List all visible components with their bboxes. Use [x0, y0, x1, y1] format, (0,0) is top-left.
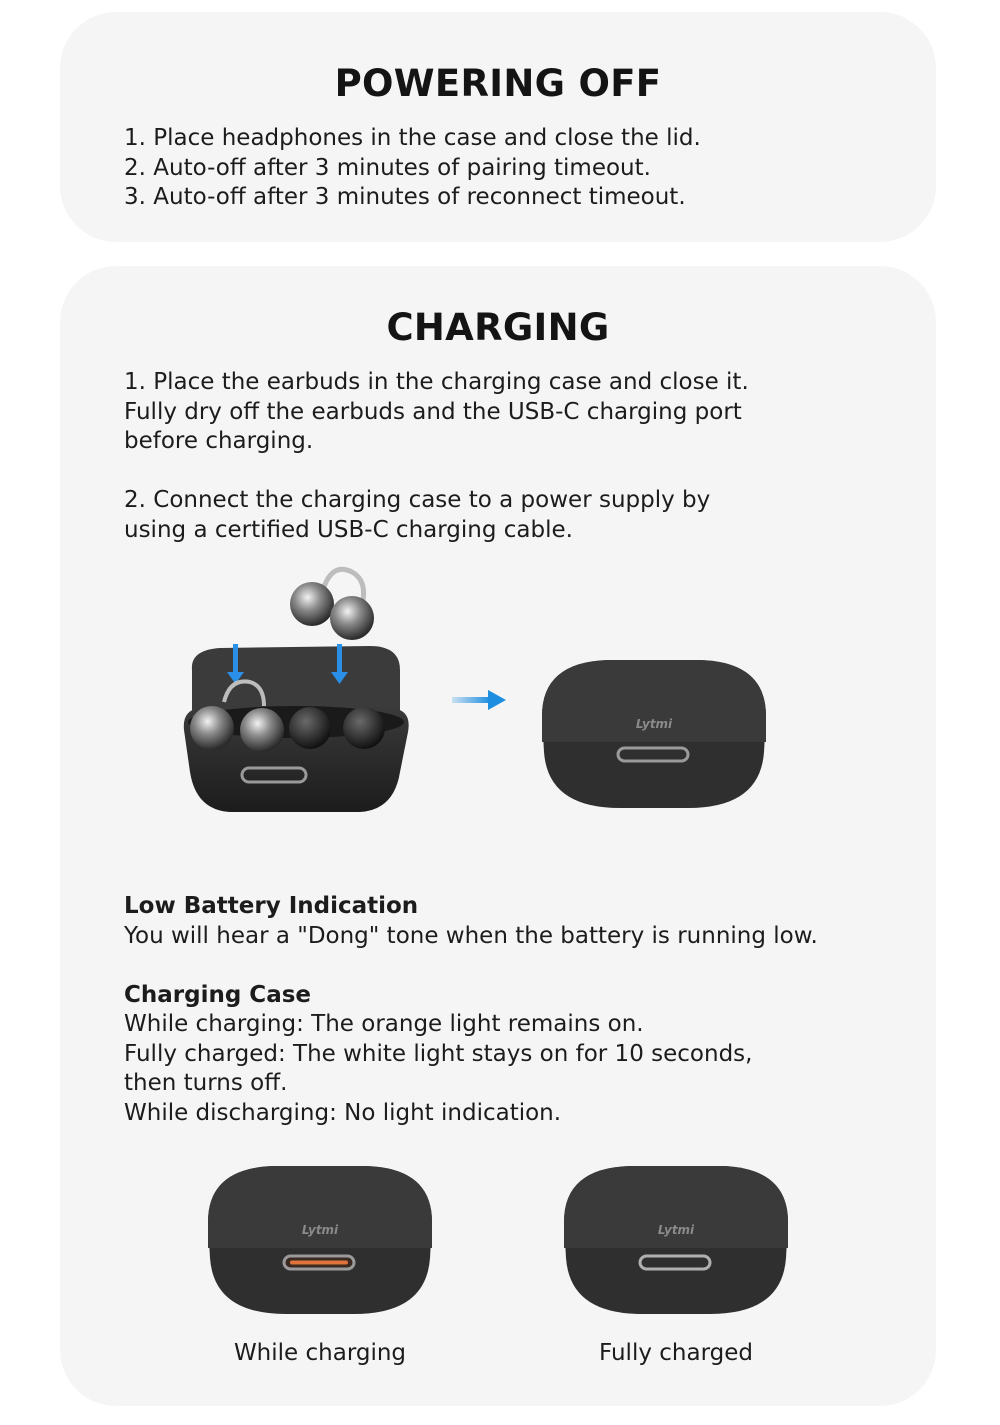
- powering-off-steps: [124, 124, 701, 213]
- brand-logo: Lytmi: [301, 1223, 339, 1237]
- charging-case-line: While charging: The orange light remains on.: [124, 1011, 644, 1037]
- powering-off-step: 3. Auto-off after 3 minutes of reconnect timeout.: [124, 184, 686, 210]
- powering-off-step: 1. Place headphones in the case and close the lid.: [124, 125, 701, 151]
- closed-case-illustration: [538, 656, 770, 812]
- powering-off-section: [60, 12, 936, 242]
- caption-fully-charged: Fully charged: [599, 1340, 753, 1366]
- charging-step-line: using a certified USB-C charging cable.: [124, 516, 573, 543]
- charging-step-line: 1. Place the earbuds in the charging case and close it.: [124, 369, 749, 395]
- powering-off-step: 2. Auto-off after 3 minutes of pairing timeout.: [124, 154, 651, 181]
- low-battery-text: You will hear a "Dong" tone when the battery is running low.: [124, 922, 818, 949]
- powering-off-title: POWERING OFF: [334, 62, 662, 105]
- orange-indicator-light: [290, 1261, 348, 1265]
- brand-logo: Lytmi: [635, 717, 673, 731]
- charging-step-line: 2. Connect the charging case to a power supply by: [124, 487, 711, 513]
- charging-case-line: Fully charged: The white light stays on for 10 seconds,: [124, 1040, 753, 1067]
- arrow-right-icon: [452, 688, 508, 712]
- charging-title: CHARGING: [386, 306, 610, 349]
- charging-case-line: then turns off.: [124, 1070, 288, 1096]
- case-fully-charged: [560, 1162, 792, 1318]
- low-battery-heading: Low Battery Indication: [124, 893, 419, 919]
- charging-case-heading: Charging Case: [124, 981, 311, 1008]
- charging-step-line: before charging.: [124, 428, 314, 454]
- open-case-illustration: [180, 560, 410, 820]
- charging-step-line: Fully dry off the earbuds and the USB-C charging port: [124, 398, 742, 425]
- charging-case-line: While discharging: No light indication.: [124, 1099, 562, 1126]
- brand-logo: Lytmi: [657, 1223, 695, 1237]
- case-while-charging: [204, 1162, 436, 1318]
- indicator-info: [124, 892, 818, 1128]
- caption-while-charging: While charging: [233, 1340, 407, 1366]
- charging-steps: [124, 368, 749, 545]
- charging-section: [60, 266, 936, 1406]
